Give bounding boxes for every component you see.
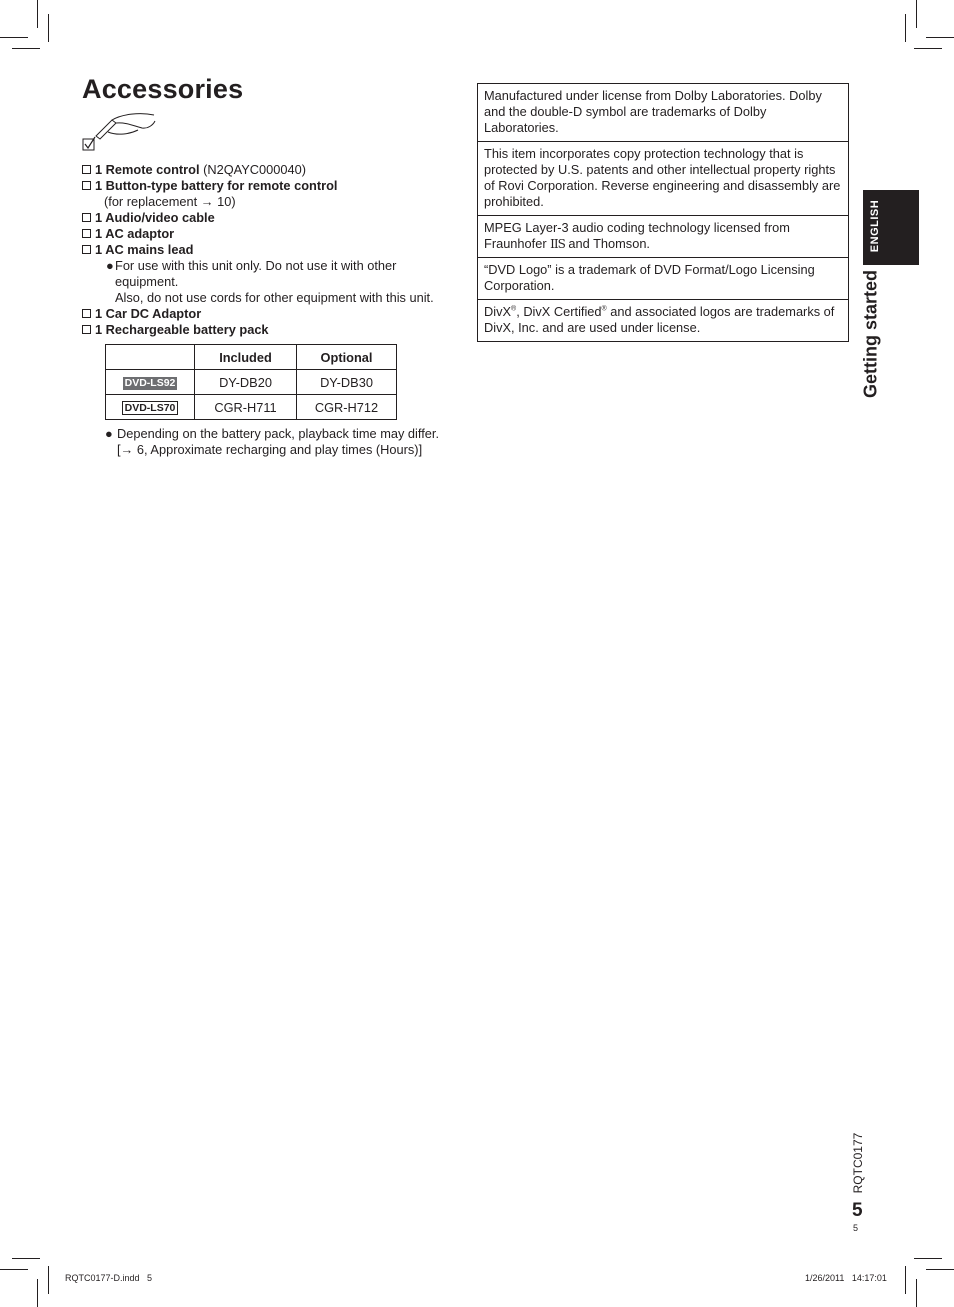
item-title: 1 Audio/video cable xyxy=(95,210,215,225)
divx-notice xyxy=(478,300,848,342)
mpeg-text: and Thomson. xyxy=(564,236,650,251)
dvd-logo-notice: “DVD Logo” is a trademark of DVD Format/Logo Licensing Corporation. xyxy=(478,258,848,300)
crop-mark xyxy=(0,1269,28,1270)
list-item xyxy=(82,162,462,178)
checklist-pen-icon xyxy=(82,110,158,152)
table-header-cell: Included xyxy=(195,345,297,370)
item-title: 1 Button-type battery for remote control xyxy=(95,178,338,193)
crop-mark xyxy=(0,37,28,38)
page-number-small: 5 xyxy=(853,1223,859,1233)
crop-mark xyxy=(914,1258,942,1259)
page-number: 5 xyxy=(852,1200,863,1221)
crop-mark xyxy=(12,1258,40,1259)
crop-mark xyxy=(905,14,906,42)
battery-note xyxy=(105,426,465,458)
model-badge: DVD-LS92 xyxy=(124,377,176,389)
divx-text: and associated logos are trademarks of DivX, Inc. and are used under license. xyxy=(484,304,835,335)
registered-mark: ® xyxy=(511,305,517,313)
checkbox-icon xyxy=(82,229,91,238)
list-item xyxy=(82,178,462,194)
crop-mark xyxy=(914,48,942,49)
dolby-notice: Manufactured under license from Dolby Laboratories. Dolby and the double-D symbol are trademarks of Dolby Laboratories. xyxy=(478,84,848,142)
iis-logo: IIS xyxy=(550,237,565,251)
crop-mark xyxy=(48,1266,49,1294)
table-header-cell: Optional xyxy=(297,345,397,370)
list-item xyxy=(82,306,462,322)
table-cell: CGR-H712 xyxy=(297,395,397,420)
language-label: ENGLISH xyxy=(869,199,881,253)
page-title: Accessories xyxy=(82,74,244,104)
divx-text: DivX xyxy=(484,304,512,319)
crop-mark xyxy=(905,1266,906,1294)
model-badge: DVD-LS70 xyxy=(122,401,179,415)
item-subtext: (for replacement → 10) xyxy=(104,194,236,209)
table-cell xyxy=(106,370,195,395)
table-row xyxy=(106,370,397,395)
document-code: RQTC0177 xyxy=(851,1132,865,1194)
crop-mark xyxy=(12,48,40,49)
footer-filename: RQTC0177-D.indd 5 xyxy=(65,1273,153,1283)
checkbox-icon xyxy=(82,165,91,174)
footer-timestamp: 1/26/2011 14:17:01 xyxy=(805,1273,887,1283)
crop-mark xyxy=(916,1279,917,1307)
list-item xyxy=(82,226,462,242)
mpeg-text: MPEG Layer-3 audio coding technology licensed from Fraunhofer xyxy=(484,220,790,251)
crop-mark xyxy=(926,37,954,38)
section-title: Getting started xyxy=(860,270,881,399)
list-item xyxy=(82,210,462,226)
table-cell: DY-DB30 xyxy=(297,370,397,395)
item-title: 1 Remote control xyxy=(95,162,200,177)
checkbox-icon xyxy=(82,309,91,318)
list-item xyxy=(82,322,462,338)
item-title: 1 Rechargeable battery pack xyxy=(95,322,269,337)
checkbox-icon xyxy=(82,325,91,334)
bullet-icon: ● xyxy=(106,258,114,273)
table-cell xyxy=(106,395,195,420)
trademark-notices xyxy=(477,83,849,342)
crop-mark xyxy=(37,1279,38,1307)
table-cell: DY-DB20 xyxy=(195,370,297,395)
accessories-list xyxy=(82,162,462,338)
mpeg-notice xyxy=(478,216,848,258)
crop-mark xyxy=(926,1269,954,1270)
checkbox-icon xyxy=(82,181,91,190)
checkbox-icon xyxy=(82,245,91,254)
item-title: 1 AC adaptor xyxy=(95,226,175,241)
battery-pack-table xyxy=(105,344,397,420)
rovi-notice: This item incorporates copy protection technology that is protected by U.S. patents and other intellectual property rights of Rovi Corporation. Reverse engineering and disassembly are prohibited. xyxy=(478,142,848,216)
bullet-icon: ● xyxy=(105,426,113,441)
item-title: 1 AC mains lead xyxy=(95,242,194,257)
registered-mark: ® xyxy=(601,305,607,313)
crop-mark xyxy=(37,0,38,28)
note-line: For use with this unit only. Do not use it with other xyxy=(115,258,397,273)
crop-mark xyxy=(916,0,917,28)
divx-text: , DivX Certified xyxy=(516,304,602,319)
crop-mark xyxy=(48,14,49,42)
note-line: Depending on the battery pack, playback time may differ. xyxy=(117,426,440,441)
checkbox-icon xyxy=(82,213,91,222)
table-row xyxy=(106,395,397,420)
table-cell: CGR-H711 xyxy=(195,395,297,420)
list-item xyxy=(82,242,462,258)
item-note xyxy=(82,258,462,306)
note-line: [→ 6, Approximate recharging and play times (Hours)] xyxy=(117,442,423,457)
note-line: Also, do not use cords for other equipment with this unit. xyxy=(115,290,434,305)
item-title: 1 Car DC Adaptor xyxy=(95,306,202,321)
table-header-cell xyxy=(106,345,195,370)
note-line: equipment. xyxy=(115,274,179,289)
table-header-row xyxy=(106,345,397,370)
item-part-number: (N2QAYC000040) xyxy=(199,162,306,177)
